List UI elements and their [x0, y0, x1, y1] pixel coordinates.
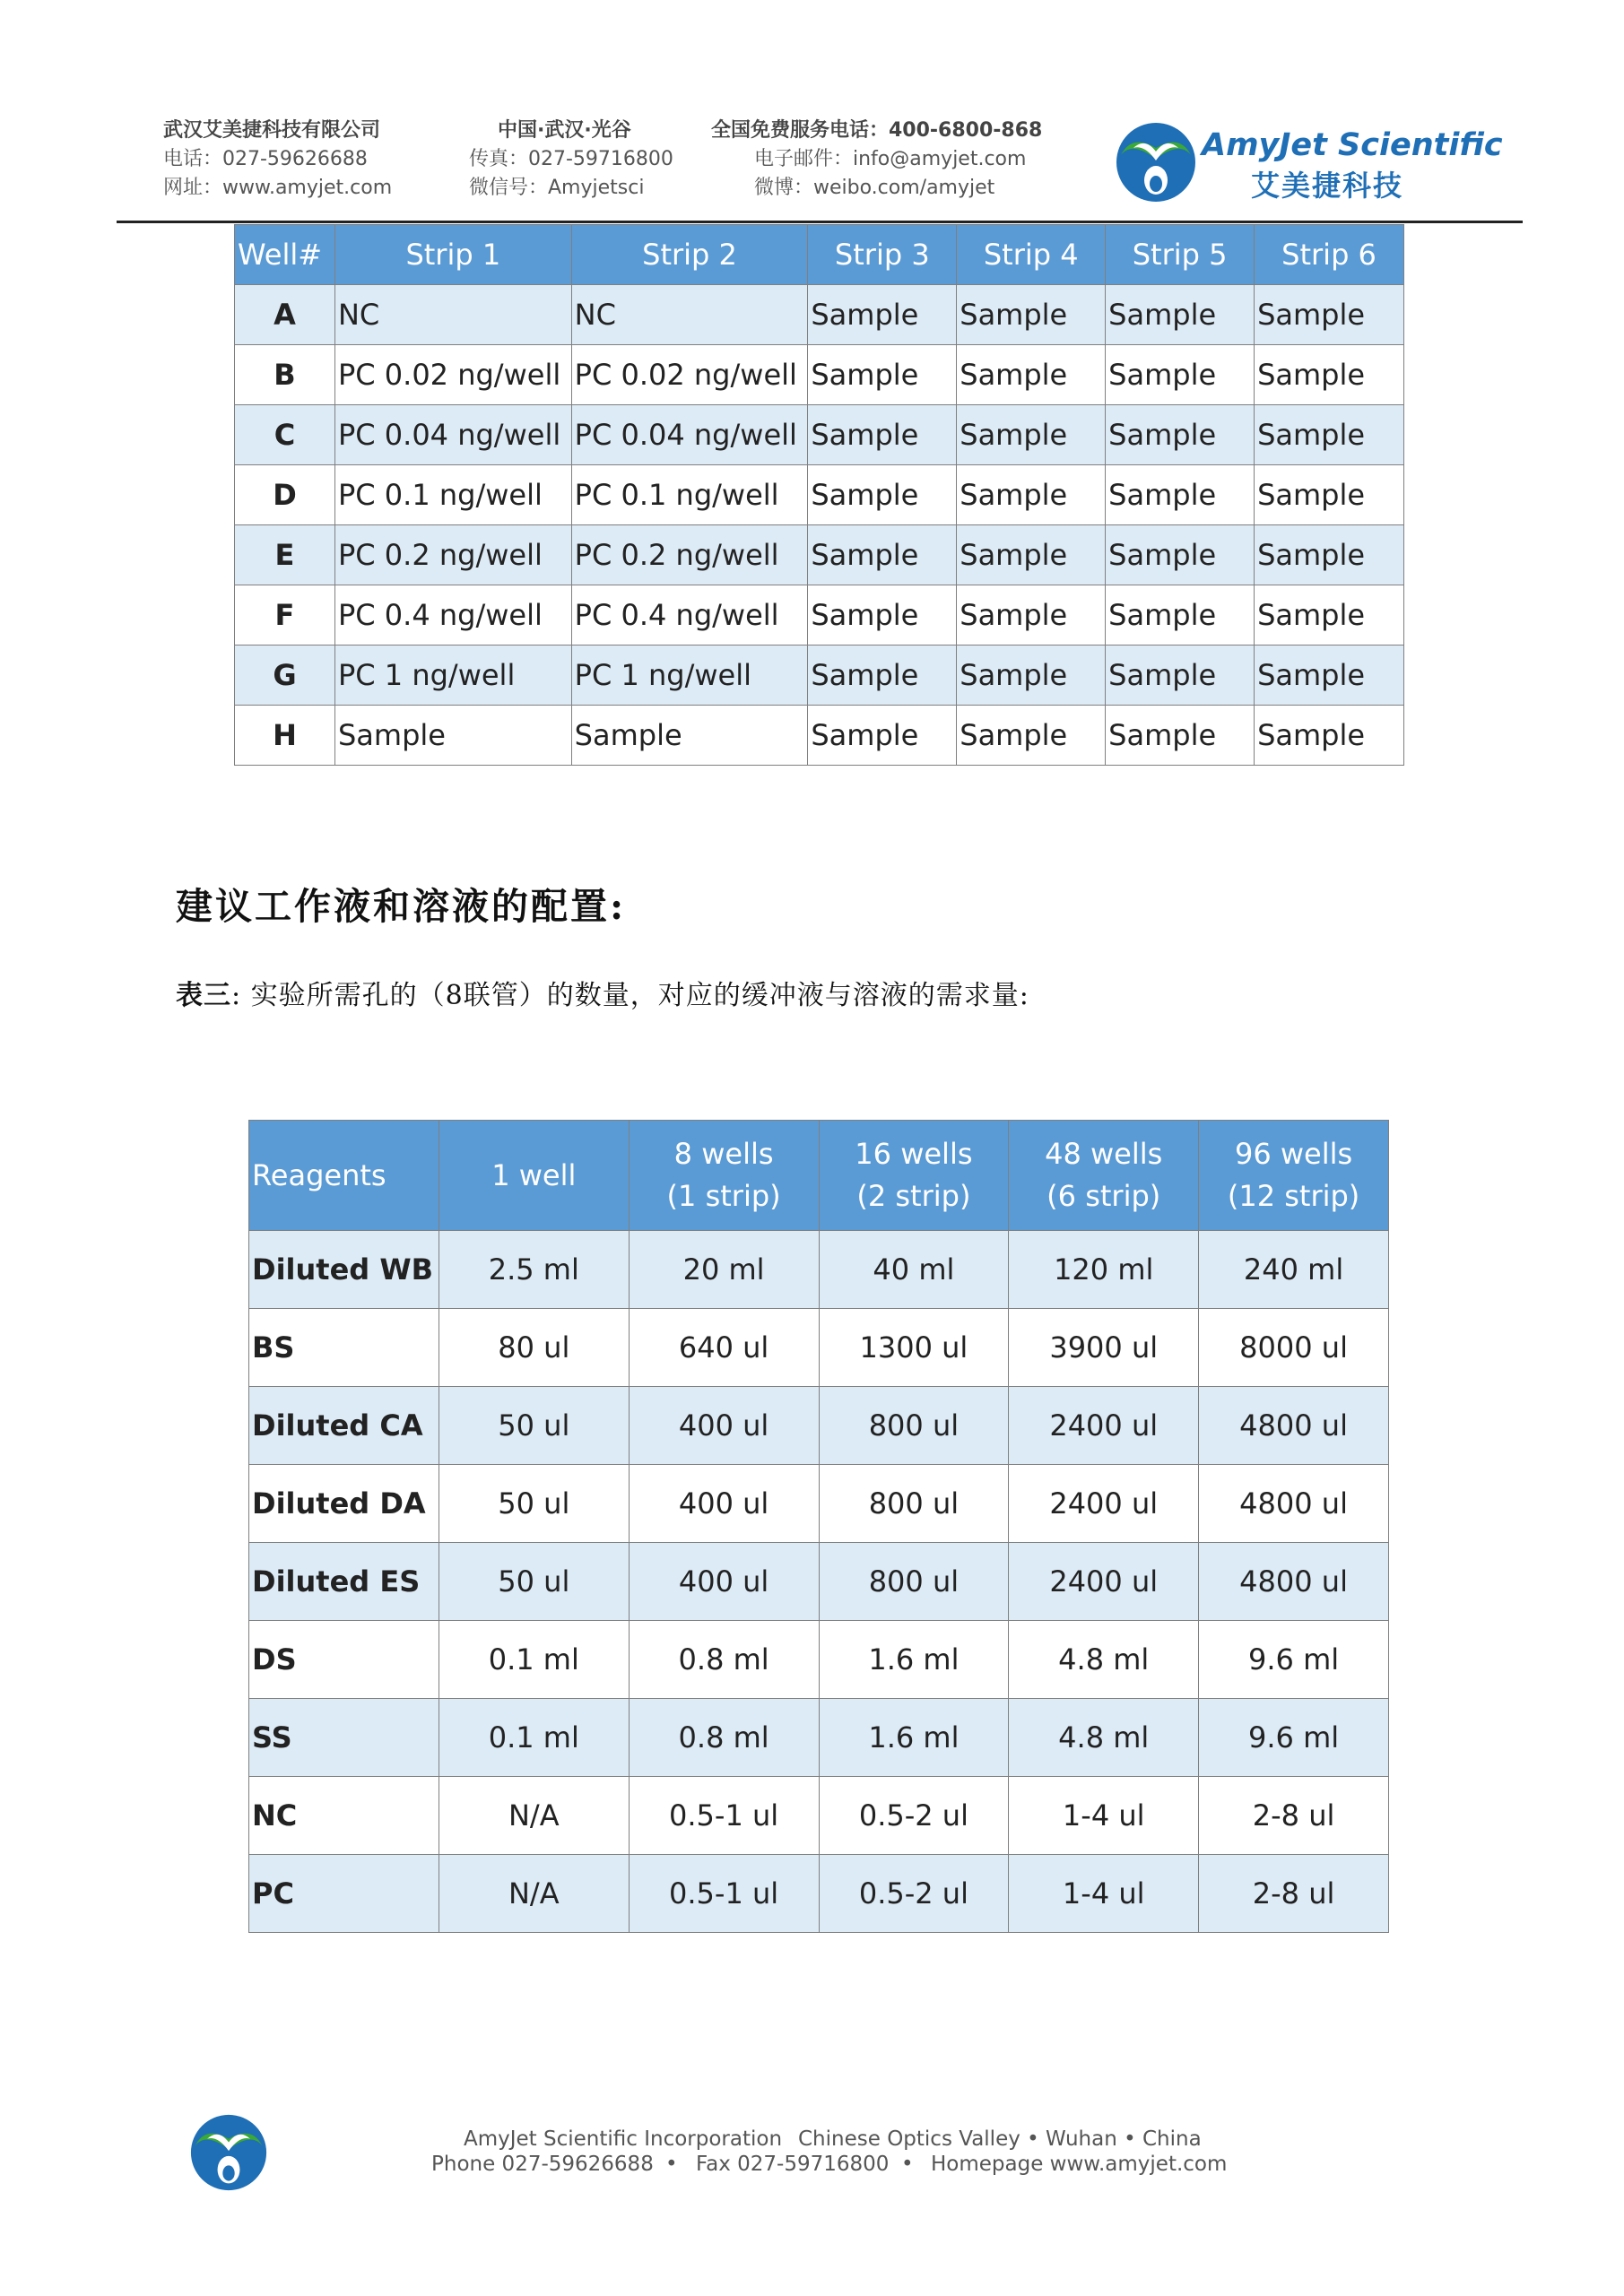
header-weibo[interactable]: 微博：weibo.com/amyjet [754, 177, 995, 199]
header-phone: 电话：027-59626688 [163, 148, 368, 170]
reagent-name: DS [249, 1621, 439, 1699]
col-header-16-wells: 16 wells (2 strip) [819, 1121, 1009, 1231]
footer-fax: Fax 027-59716800 [696, 2153, 890, 2176]
col-header-strip-4: Strip 4 [957, 225, 1106, 285]
plate-table-cell: Sample [957, 525, 1106, 585]
reagent-volume-cell: 0.1 ml [439, 1621, 629, 1699]
plate-table-cell: PC 0.1 ng/well [334, 465, 571, 525]
reagent-table-row [249, 1465, 1389, 1543]
reagent-name: Diluted WB [249, 1231, 439, 1309]
plate-table-cell: Sample [1106, 706, 1255, 766]
reagent-name: PC [249, 1855, 439, 1933]
plate-table-row [235, 465, 1404, 525]
plate-table-cell: Sample [957, 405, 1106, 465]
plate-table-cell: Sample [1255, 525, 1404, 585]
well-row-label: B [235, 345, 335, 405]
plate-table-row [235, 645, 1404, 706]
reagent-table-row [249, 1543, 1389, 1621]
reagent-volume-cell: 2-8 ul [1199, 1777, 1389, 1855]
plate-table-cell: Sample [1106, 285, 1255, 345]
plate-table-cell: Sample [957, 585, 1106, 645]
reagent-volume-cell: 80 ul [439, 1309, 629, 1387]
table-label: 表三 [176, 980, 231, 1011]
plate-table-cell: Sample [957, 645, 1106, 706]
reagent-volume-cell: 20 ml [629, 1231, 819, 1309]
plate-table-cell: NC [571, 285, 808, 345]
reagent-name: Diluted ES [249, 1543, 439, 1621]
reagent-volume-cell: 1.6 ml [819, 1621, 1009, 1699]
reagent-volume-cell: 2400 ul [1009, 1387, 1199, 1465]
plate-table-cell: PC 1 ng/well [571, 645, 808, 706]
reagent-volume-cell: N/A [439, 1777, 629, 1855]
amyjet-logo-icon [1114, 121, 1198, 204]
plate-table-cell: PC 0.02 ng/well [571, 345, 808, 405]
plate-table-cell: PC 0.4 ng/well [334, 585, 571, 645]
reagent-volume-cell: 2400 ul [1009, 1543, 1199, 1621]
well-row-label: G [235, 645, 335, 706]
header-email[interactable]: 电子邮件：info@amyjet.com [754, 148, 1027, 170]
company-name-cn: 武汉艾美捷科技有限公司 [163, 119, 381, 142]
reagent-volume-cell: 120 ml [1009, 1231, 1199, 1309]
plate-table-cell: Sample [1106, 585, 1255, 645]
reagent-volume-cell: 2400 ul [1009, 1465, 1199, 1543]
reagent-volume-cell: 800 ul [819, 1465, 1009, 1543]
header-fax: 传真：027-59716800 [469, 148, 673, 170]
header-wechat: 微信号：Amyjetsci [469, 177, 645, 199]
reagent-volume-cell: 0.5-1 ul [629, 1777, 819, 1855]
reagent-volume-cell: 4.8 ml [1009, 1621, 1199, 1699]
well-row-label: H [235, 706, 335, 766]
reagent-volume-cell: 400 ul [629, 1465, 819, 1543]
plate-table-row [235, 285, 1404, 345]
col-header-strip-1: Strip 1 [334, 225, 571, 285]
reagent-volume-cell: 4800 ul [1199, 1465, 1389, 1543]
reagent-volume-cell: 8000 ul [1199, 1309, 1389, 1387]
plate-table-cell: Sample [1255, 285, 1404, 345]
col-header-strip-2: Strip 2 [571, 225, 808, 285]
plate-table-cell: Sample [808, 706, 957, 766]
header-contact-col-2 [469, 117, 673, 203]
well-row-label: D [235, 465, 335, 525]
plate-table-cell: Sample [957, 285, 1106, 345]
col-header-strip-3: Strip 3 [808, 225, 957, 285]
plate-table-cell: PC 0.04 ng/well [571, 405, 808, 465]
brand-name-cn: 艾美捷科技 [1251, 169, 1404, 203]
reagent-volume-cell: 1-4 ul [1009, 1777, 1199, 1855]
reagent-volume-cell: 2-8 ul [1199, 1855, 1389, 1933]
reagent-name: SS [249, 1699, 439, 1777]
plate-table-cell: Sample [1255, 645, 1404, 706]
plate-table-row [235, 405, 1404, 465]
reagent-volume-cell: 0.5-2 ul [819, 1777, 1009, 1855]
reagent-table-row [249, 1231, 1389, 1309]
header-contact-col-1 [163, 117, 392, 203]
plate-table-cell: PC 0.04 ng/well [334, 405, 571, 465]
col-header-48-wells: 48 wells (6 strip) [1009, 1121, 1199, 1231]
footer-bullet-1: • [665, 2153, 678, 2176]
header-contact-col-3 [711, 117, 1042, 203]
reagent-volume-cell: 40 ml [819, 1231, 1009, 1309]
col-header-strip-6: Strip 6 [1255, 225, 1404, 285]
reagent-volume-cell: 4.8 ml [1009, 1699, 1199, 1777]
plate-table-cell: Sample [808, 585, 957, 645]
reagent-table-row [249, 1387, 1389, 1465]
well-row-label: A [235, 285, 335, 345]
plate-table-cell: PC 0.02 ng/well [334, 345, 571, 405]
reagent-table-row [249, 1777, 1389, 1855]
reagent-volume-cell: 9.6 ml [1199, 1699, 1389, 1777]
header-location: 中国·武汉·光谷 [498, 119, 631, 142]
col-header-8-wells: 8 wells (1 strip) [629, 1121, 819, 1231]
plate-table-cell: Sample [808, 525, 957, 585]
table-caption [176, 973, 1029, 1012]
plate-table-cell: Sample [1255, 585, 1404, 645]
reagent-volume-cell: 1.6 ml [819, 1699, 1009, 1777]
footer-company: AmyJet Scientific Incorporation [464, 2127, 783, 2151]
plate-table-header-row [235, 225, 1404, 285]
plate-table-cell: Sample [1106, 345, 1255, 405]
section-title: 建议工作液和溶液的配置: [176, 885, 627, 928]
reagent-volume-cell: 0.5-2 ul [819, 1855, 1009, 1933]
plate-table-cell: PC 0.2 ng/well [334, 525, 571, 585]
plate-table-cell: PC 1 ng/well [334, 645, 571, 706]
reagent-volume-cell: 4800 ul [1199, 1543, 1389, 1621]
reagent-volume-cell: 800 ul [819, 1543, 1009, 1621]
reagent-volume-cell: 800 ul [819, 1387, 1009, 1465]
table-caption-text: : 实验所需孔的（8联管）的数量，对应的缓冲液与溶液的需求量: [231, 980, 1029, 1011]
header-hotline: 全国免费服务电话：400-6800-868 [711, 119, 1043, 142]
plate-table-row [235, 525, 1404, 585]
plate-table-cell: Sample [808, 285, 957, 345]
col-header-1-well: 1 well [439, 1121, 629, 1231]
reagent-volume-cell: 3900 ul [1009, 1309, 1199, 1387]
plate-table-cell: Sample [957, 706, 1106, 766]
col-header-reagents: Reagents [249, 1121, 439, 1231]
plate-layout-table [234, 224, 1404, 766]
col-header-96-wells: 96 wells (12 strip) [1199, 1121, 1389, 1231]
plate-table-cell: Sample [1255, 405, 1404, 465]
plate-table-row [235, 345, 1404, 405]
footer-address: Chinese Optics Valley • Wuhan • China [798, 2127, 1202, 2151]
reagent-volume-cell: 1-4 ul [1009, 1855, 1199, 1933]
footer-logo-icon [188, 2113, 269, 2192]
reagent-volume-cell: 400 ul [629, 1387, 819, 1465]
header-website[interactable]: 网址：www.amyjet.com [163, 177, 393, 199]
plate-table-cell: Sample [1255, 345, 1404, 405]
well-row-label: F [235, 585, 335, 645]
reagent-volume-cell: N/A [439, 1855, 629, 1933]
plate-table-cell: Sample [334, 706, 571, 766]
plate-table-cell: Sample [1255, 465, 1404, 525]
col-header-strip-5: Strip 5 [1106, 225, 1255, 285]
reagent-volume-cell: 0.1 ml [439, 1699, 629, 1777]
plate-table-cell: Sample [957, 345, 1106, 405]
plate-table-cell: Sample [808, 345, 957, 405]
plate-table-cell: Sample [808, 405, 957, 465]
reagent-volume-cell: 0.8 ml [629, 1621, 819, 1699]
reagent-volume-cell: 1300 ul [819, 1309, 1009, 1387]
well-row-label: C [235, 405, 335, 465]
plate-table-cell: PC 0.1 ng/well [571, 465, 808, 525]
plate-table-row [235, 585, 1404, 645]
brand-name-en: AmyJet Scientific [1202, 127, 1503, 163]
reagent-table-row [249, 1309, 1389, 1387]
plate-table-cell: PC 0.4 ng/well [571, 585, 808, 645]
reagent-volume-cell: 2.5 ml [439, 1231, 629, 1309]
plate-table-cell: Sample [1106, 465, 1255, 525]
reagent-volume-cell: 50 ul [439, 1387, 629, 1465]
footer-homepage[interactable]: Homepage www.amyjet.com [931, 2153, 1228, 2176]
reagent-table-row [249, 1621, 1389, 1699]
plate-table-cell: Sample [1106, 645, 1255, 706]
plate-table-cell: Sample [571, 706, 808, 766]
plate-table-cell: NC [334, 285, 571, 345]
plate-table-cell: Sample [1106, 405, 1255, 465]
reagent-volume-cell: 4800 ul [1199, 1387, 1389, 1465]
reagent-table-row [249, 1699, 1389, 1777]
well-row-label: E [235, 525, 335, 585]
plate-table-cell: Sample [808, 465, 957, 525]
reagent-volume-cell: 9.6 ml [1199, 1621, 1389, 1699]
plate-table-cell: Sample [808, 645, 957, 706]
reagent-table-header-row [249, 1121, 1389, 1231]
reagent-name: BS [249, 1309, 439, 1387]
reagent-volume-cell: 400 ul [629, 1543, 819, 1621]
reagent-volume-table [248, 1120, 1389, 1933]
reagent-volume-cell: 0.5-1 ul [629, 1855, 819, 1933]
reagent-volume-cell: 640 ul [629, 1309, 819, 1387]
reagent-name: Diluted DA [249, 1465, 439, 1543]
footer-phone: Phone 027-59626688 [431, 2153, 654, 2176]
reagent-volume-cell: 240 ml [1199, 1231, 1389, 1309]
reagent-volume-cell: 50 ul [439, 1543, 629, 1621]
header-divider [117, 221, 1523, 223]
reagent-name: Diluted CA [249, 1387, 439, 1465]
reagent-volume-cell: 0.8 ml [629, 1699, 819, 1777]
col-header-well: Well# [235, 225, 335, 285]
plate-table-cell: Sample [1106, 525, 1255, 585]
plate-table-cell: PC 0.2 ng/well [571, 525, 808, 585]
reagent-table-row [249, 1855, 1389, 1933]
footer-bullet-2: • [901, 2153, 914, 2176]
reagent-name: NC [249, 1777, 439, 1855]
plate-table-cell: Sample [957, 465, 1106, 525]
reagent-volume-cell: 50 ul [439, 1465, 629, 1543]
plate-table-cell: Sample [1255, 706, 1404, 766]
plate-table-row [235, 706, 1404, 766]
